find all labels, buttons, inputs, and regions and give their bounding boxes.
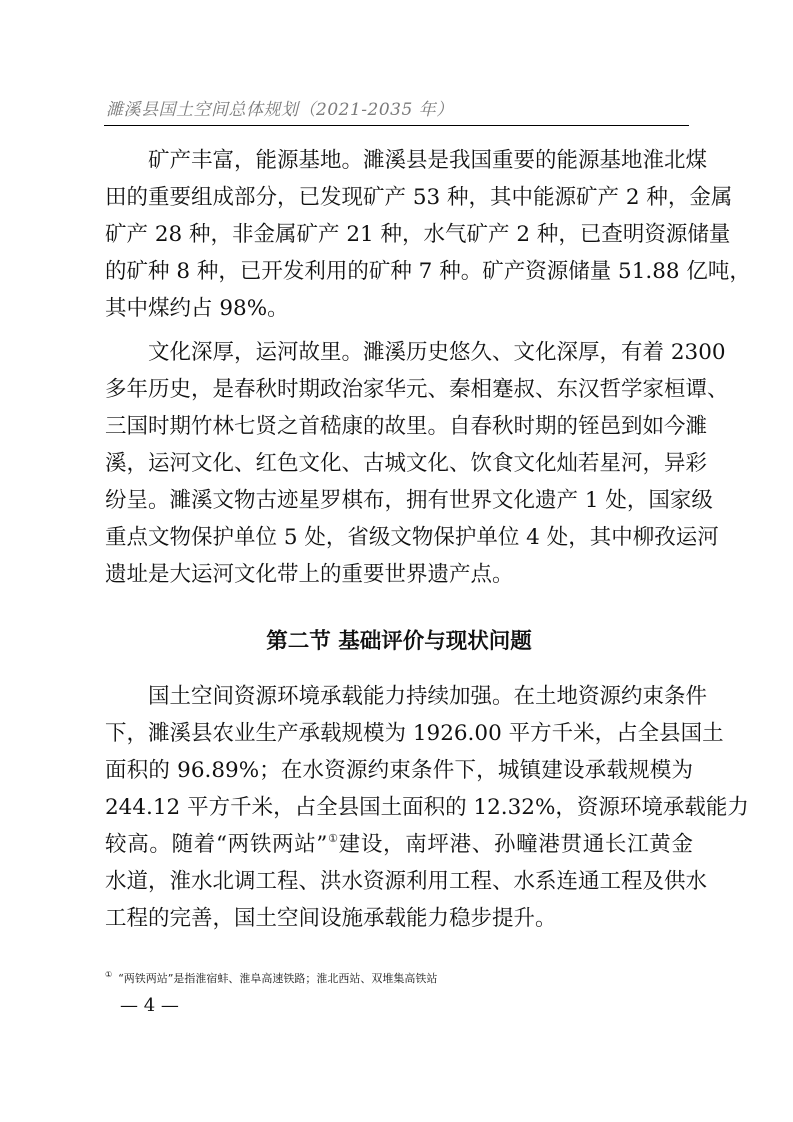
footnote-marker: ① xyxy=(105,970,113,979)
paragraph-line: 文化深厚，运河故里。濉溪历史悠久、文化深厚，有着 2300 xyxy=(148,340,726,365)
paragraph-line: 多年历史，是春秋时期政治家华元、秦相蹇叔、东汉哲学家桓谭、 xyxy=(105,377,729,402)
footnote-reference[interactable]: ① xyxy=(327,832,339,845)
paragraph-line: 244.12 平方千米，占全县国土面积的 12.32%，资源环境承载能力 xyxy=(105,795,749,820)
paragraph-lead: 文化深厚，运河故里。 xyxy=(148,340,364,365)
paragraph-line: 面积的 96.89%；在水资源约束条件下，城镇建设承载规模为 xyxy=(105,758,693,783)
paragraph-line: 工程的完善，国土空间设施承载能力稳步提升。 xyxy=(105,906,557,931)
footnote xyxy=(105,970,437,986)
paragraph-line: 其中煤约占 98%。 xyxy=(105,296,289,321)
page-number: — 4 — xyxy=(120,995,179,1016)
paragraph-line: 国土空间资源环境承载能力持续加强。在土地资源约束条件 xyxy=(148,684,708,709)
paragraph-line: 的矿种 8 种，已开发利用的矿种 7 种。矿产资源储量 51.88 亿吨， xyxy=(105,259,751,284)
paragraph-line: 遗址是大运河文化带上的重要世界遗产点。 xyxy=(105,562,514,587)
paragraph-line: 矿产丰富，能源基地。濉溪县是我国重要的能源基地淮北煤 xyxy=(148,148,708,173)
paragraph-line: 溪，运河文化、红色文化、古城文化、饮食文化灿若星河，异彩 xyxy=(105,451,708,476)
paragraph-line: 三国时期竹林七贤之首嵇康的故里。自春秋时期的铚邑到如今濉 xyxy=(105,414,708,439)
paragraph-line: 重点文物保护单位 5 处，省级文物保护单位 4 处，其中柳孜运河 xyxy=(105,525,719,550)
paragraph-mineral-resources xyxy=(105,142,751,327)
paragraph-carrying-capacity xyxy=(105,678,749,937)
paragraph-line: 矿产 28 种，非金属矿产 21 种，水气矿产 2 种，已查明资源储量 xyxy=(105,222,731,247)
paragraph-lead: 矿产丰富，能源基地。 xyxy=(148,148,364,173)
paragraph-lead: 国土空间资源环境承载能力持续加强。 xyxy=(148,684,514,709)
paragraph-cultural-heritage xyxy=(105,334,729,593)
paragraph-line: 田的重要组成部分，已发现矿产 53 种，其中能源矿产 2 种，金属 xyxy=(105,185,733,210)
section-heading: 第二节 基础评价与现状问题 xyxy=(266,629,532,654)
footnote-text: “两铁两站”是指淮宿蚌、淮阜高速铁路；淮北西站、双堆集高铁站 xyxy=(118,972,438,985)
page-header xyxy=(104,93,689,126)
header-title: 濉溪县国土空间总体规划（2021-2035 年） xyxy=(106,100,454,120)
paragraph-line: 较高。随着“两铁两站”①建设，南坪港、孙疃港贯通长江黄金 xyxy=(105,832,693,857)
paragraph-line: 纷呈。濉溪文物古迹星罗棋布，拥有世界文化遗产 1 处，国家级 xyxy=(105,488,713,513)
paragraph-line: 水道，淮水北调工程、洪水资源利用工程、水系连通工程及供水 xyxy=(105,869,708,894)
paragraph-line: 下，濉溪县农业生产承载规模为 1926.00 平方千米，占全县国土 xyxy=(105,721,724,746)
